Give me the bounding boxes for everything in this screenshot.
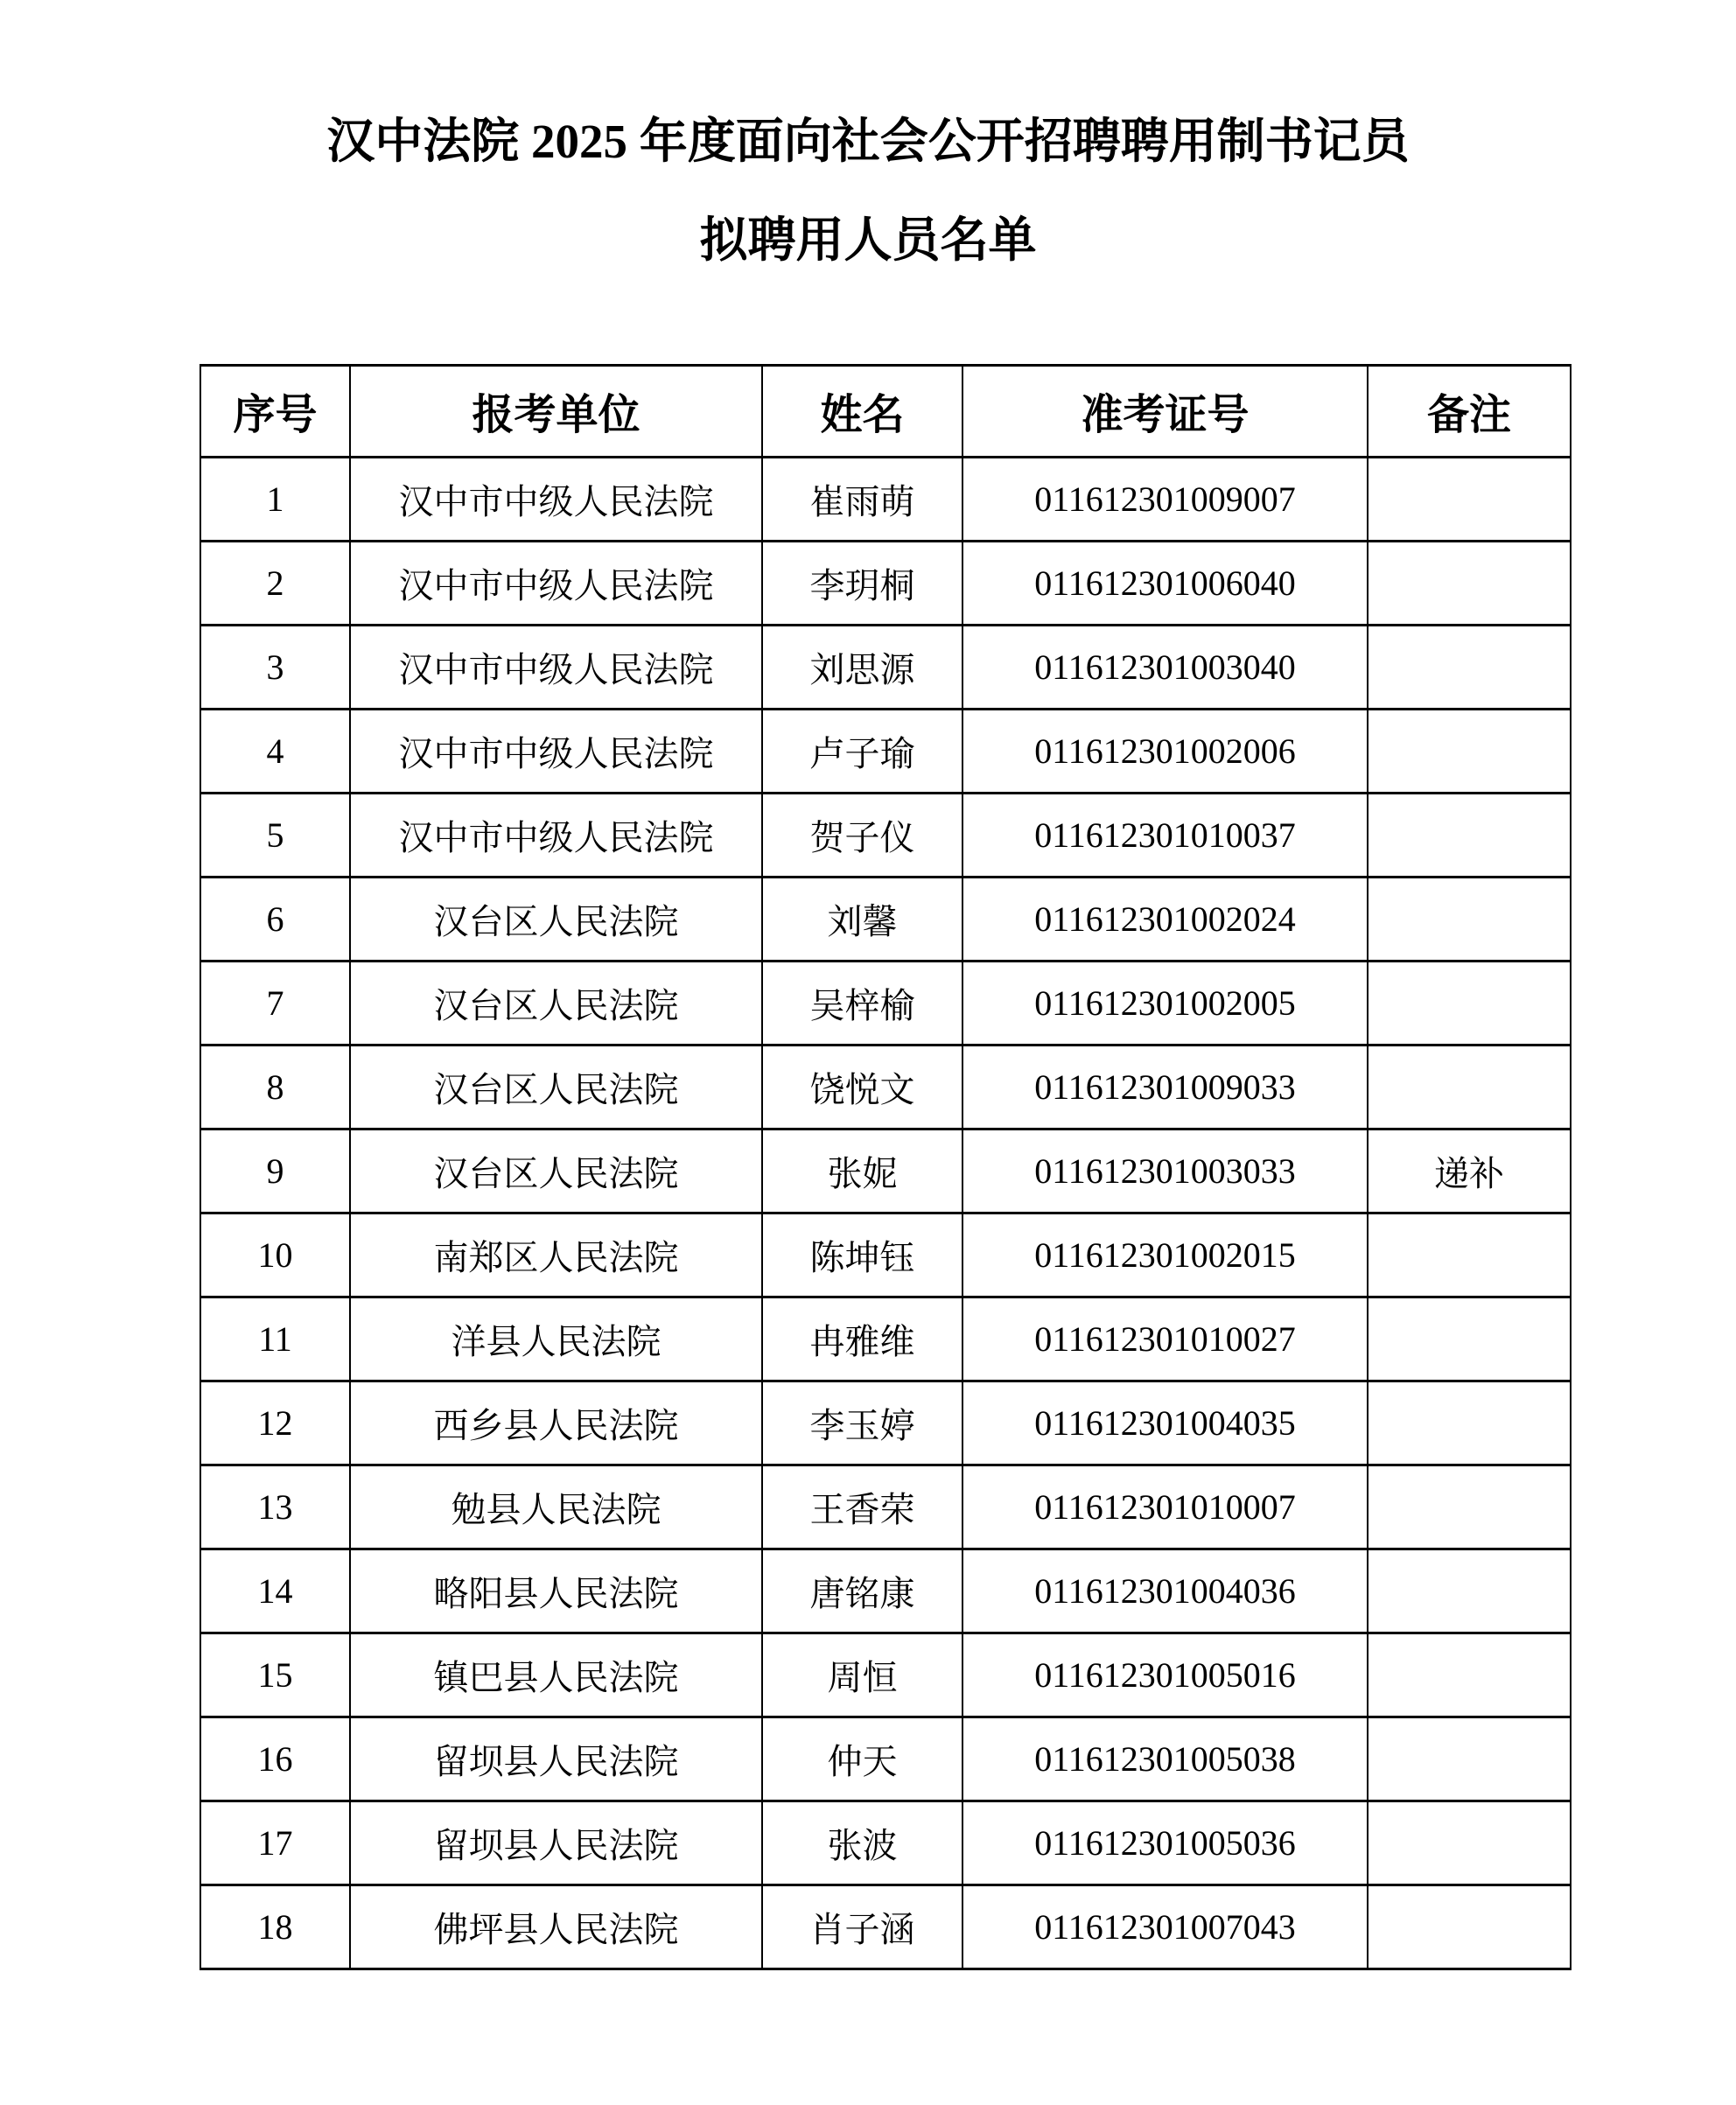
table-row — [200, 1633, 1571, 1717]
cell-seq: 7 — [200, 961, 350, 1045]
cell-unit: 汉中市中级人民法院 — [350, 457, 762, 541]
cell-seq: 15 — [200, 1633, 350, 1717]
cell-ticket: 011612301010037 — [962, 793, 1368, 877]
cell-ticket: 011612301002005 — [962, 961, 1368, 1045]
cell-remark — [1368, 1465, 1571, 1549]
cell-unit: 洋县人民法院 — [350, 1297, 762, 1381]
cell-name: 刘馨 — [762, 877, 962, 961]
cell-ticket: 011612301002024 — [962, 877, 1368, 961]
cell-remark — [1368, 961, 1571, 1045]
cell-seq: 2 — [200, 541, 350, 625]
cell-seq: 11 — [200, 1297, 350, 1381]
table-row — [200, 1549, 1571, 1633]
cell-seq: 10 — [200, 1213, 350, 1297]
cell-unit: 汉台区人民法院 — [350, 877, 762, 961]
cell-ticket: 011612301003040 — [962, 625, 1368, 709]
cell-ticket: 011612301004036 — [962, 1549, 1368, 1633]
cell-remark — [1368, 1297, 1571, 1381]
table-row — [200, 1381, 1571, 1465]
table-row — [200, 1129, 1571, 1213]
cell-name: 仲天 — [762, 1717, 962, 1801]
cell-name: 周恒 — [762, 1633, 962, 1717]
cell-name: 崔雨萌 — [762, 457, 962, 541]
cell-unit: 略阳县人民法院 — [350, 1549, 762, 1633]
roster-table-body — [200, 457, 1571, 1969]
table-row — [200, 1717, 1571, 1801]
cell-unit: 勉县人民法院 — [350, 1465, 762, 1549]
cell-unit: 南郑区人民法院 — [350, 1213, 762, 1297]
cell-seq: 4 — [200, 709, 350, 793]
cell-remark — [1368, 1549, 1571, 1633]
table-row — [200, 1297, 1571, 1381]
cell-name: 张妮 — [762, 1129, 962, 1213]
cell-seq: 6 — [200, 877, 350, 961]
cell-ticket: 011612301003033 — [962, 1129, 1368, 1213]
header-name: 姓名 — [762, 365, 962, 457]
header-ticket: 准考证号 — [962, 365, 1368, 457]
cell-name: 肖子涵 — [762, 1885, 962, 1969]
cell-remark — [1368, 793, 1571, 877]
cell-unit: 留坝县人民法院 — [350, 1717, 762, 1801]
cell-ticket: 011612301006040 — [962, 541, 1368, 625]
header-remark: 备注 — [1368, 365, 1571, 457]
cell-unit: 西乡县人民法院 — [350, 1381, 762, 1465]
cell-ticket: 011612301002015 — [962, 1213, 1368, 1297]
cell-ticket: 011612301004035 — [962, 1381, 1368, 1465]
cell-remark — [1368, 541, 1571, 625]
cell-unit: 镇巴县人民法院 — [350, 1633, 762, 1717]
table-row — [200, 1885, 1571, 1969]
table-row — [200, 1213, 1571, 1297]
document-title-line-1: 汉中法院 2025 年度面向社会公开招聘聘用制书记员 — [326, 115, 1410, 168]
cell-seq: 8 — [200, 1045, 350, 1129]
cell-seq: 3 — [200, 625, 350, 709]
table-row — [200, 877, 1571, 961]
cell-seq: 12 — [200, 1381, 350, 1465]
cell-unit: 留坝县人民法院 — [350, 1801, 762, 1885]
cell-unit: 汉台区人民法院 — [350, 1045, 762, 1129]
cell-name: 李玥桐 — [762, 541, 962, 625]
cell-ticket: 011612301009007 — [962, 457, 1368, 541]
cell-remark — [1368, 625, 1571, 709]
cell-name: 张波 — [762, 1801, 962, 1885]
cell-seq: 5 — [200, 793, 350, 877]
cell-ticket: 011612301010007 — [962, 1465, 1368, 1549]
cell-seq: 9 — [200, 1129, 350, 1213]
cell-name: 卢子瑜 — [762, 709, 962, 793]
table-row — [200, 625, 1571, 709]
cell-ticket: 011612301007043 — [962, 1885, 1368, 1969]
cell-unit: 汉中市中级人民法院 — [350, 793, 762, 877]
cell-remark — [1368, 877, 1571, 961]
cell-ticket: 011612301010027 — [962, 1297, 1368, 1381]
roster-table — [200, 364, 1572, 1970]
table-row — [200, 1465, 1571, 1549]
cell-name: 刘思源 — [762, 625, 962, 709]
header-unit: 报考单位 — [350, 365, 762, 457]
cell-seq: 14 — [200, 1549, 350, 1633]
cell-name: 李玉婷 — [762, 1381, 962, 1465]
cell-remark — [1368, 457, 1571, 541]
cell-unit: 汉台区人民法院 — [350, 961, 762, 1045]
cell-remark — [1368, 1381, 1571, 1465]
cell-unit: 汉中市中级人民法院 — [350, 625, 762, 709]
cell-unit: 汉中市中级人民法院 — [350, 709, 762, 793]
cell-name: 吴梓榆 — [762, 961, 962, 1045]
cell-unit: 汉台区人民法院 — [350, 1129, 762, 1213]
cell-name: 王香荣 — [762, 1465, 962, 1549]
cell-unit: 汉中市中级人民法院 — [350, 541, 762, 625]
cell-remark — [1368, 709, 1571, 793]
table-row — [200, 961, 1571, 1045]
cell-name: 陈坤钰 — [762, 1213, 962, 1297]
table-row — [200, 709, 1571, 793]
cell-name: 贺子仪 — [762, 793, 962, 877]
document-title-block — [0, 0, 1736, 271]
cell-seq: 17 — [200, 1801, 350, 1885]
cell-seq: 18 — [200, 1885, 350, 1969]
cell-name: 唐铭康 — [762, 1549, 962, 1633]
cell-ticket: 011612301009033 — [962, 1045, 1368, 1129]
cell-name: 饶悦文 — [762, 1045, 962, 1129]
cell-remark — [1368, 1213, 1571, 1297]
document-title-line-2: 拟聘用人员名单 — [699, 213, 1037, 267]
roster-table-header — [200, 365, 1571, 457]
table-row — [200, 793, 1571, 877]
cell-remark — [1368, 1717, 1571, 1801]
cell-seq: 13 — [200, 1465, 350, 1549]
cell-ticket: 011612301002006 — [962, 709, 1368, 793]
cell-unit: 佛坪县人民法院 — [350, 1885, 762, 1969]
cell-remark — [1368, 1045, 1571, 1129]
cell-seq: 1 — [200, 457, 350, 541]
cell-seq: 16 — [200, 1717, 350, 1801]
cell-ticket: 011612301005038 — [962, 1717, 1368, 1801]
cell-ticket: 011612301005036 — [962, 1801, 1368, 1885]
header-row — [200, 365, 1571, 457]
cell-remark — [1368, 1885, 1571, 1969]
header-seq: 序号 — [200, 365, 350, 457]
table-row — [200, 541, 1571, 625]
cell-name: 冉雅维 — [762, 1297, 962, 1381]
table-row — [200, 457, 1571, 541]
cell-remark — [1368, 1801, 1571, 1885]
table-row — [200, 1801, 1571, 1885]
cell-remark: 递补 — [1368, 1129, 1571, 1213]
table-row — [200, 1045, 1571, 1129]
cell-ticket: 011612301005016 — [962, 1633, 1368, 1717]
cell-remark — [1368, 1633, 1571, 1717]
